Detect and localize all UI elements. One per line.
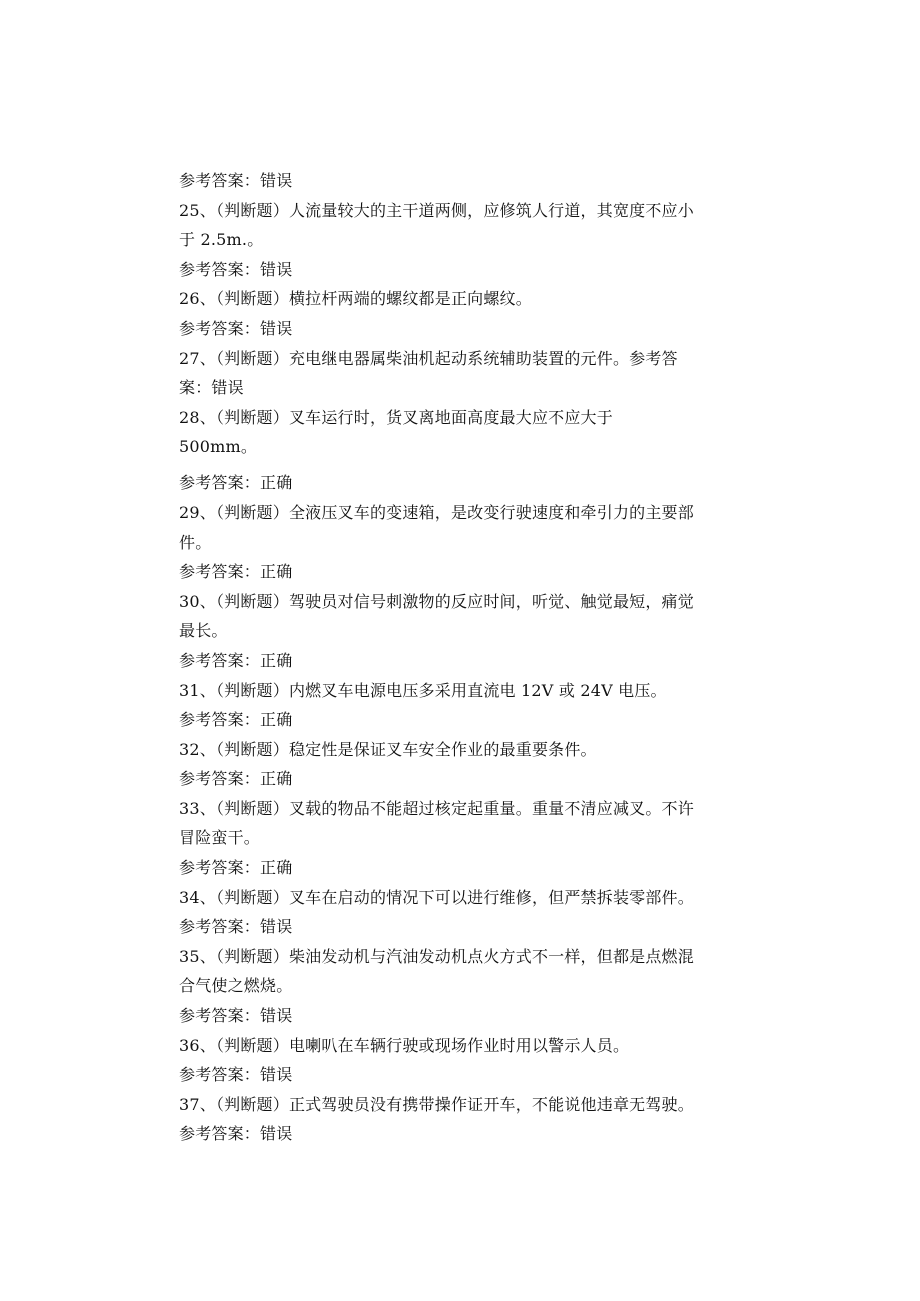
answer-29: 参考答案：正确 [179,562,293,582]
question-36: 36、（判断题）电喇叭在车辆行驶或现场作业时用以警示人员。 [179,1035,630,1055]
document-body [179,166,727,1149]
answer-37: 参考答案：错误 [179,1124,293,1144]
question-37: 37、（判断题）正式驾驶员没有携带操作证开车，不能说他违章无驾驶。 [179,1094,694,1114]
answer-33: 参考答案：正确 [179,858,293,878]
question-35-line-2: 合气使之燃烧。 [179,976,293,996]
answer-line: 参考答案：错误 [179,171,293,190]
question-30-line-1: 30、（判断题）驾驶员对信号刺激物的反应时间，听觉、触觉最短，痛觉 [179,591,694,611]
question-29-line-1: 29、（判断题）全液压叉车的变速箱，是改变行驶速度和牵引力的主要部 [179,502,694,522]
question-25-line-2: 于 2.5m.。 [179,230,264,250]
question-25-line-1: 25、（判断题）人流量较大的主干道两侧，应修筑人行道，其宽度不应小 [179,200,694,220]
question-34: 34、（判断题）叉车在启动的情况下可以进行维修，但严禁拆装零部件。 [179,887,694,907]
question-27-line-1: 27、（判断题）充电继电器属柴油机起动系统辅助装置的元件。参考答 [179,348,678,368]
question-26: 26、（判断题）横拉杆两端的螺纹都是正向螺纹。 [179,289,532,309]
question-35-line-1: 35、（判断题）柴油发动机与汽油发动机点火方式不一样，但都是点燃混 [179,946,694,966]
question-31: 31、（判断题）内燃叉车电源电压多采用直流电 12V 或 24V 电压。 [179,680,667,700]
answer-35: 参考答案：错误 [179,1006,293,1026]
question-28-line-1: 28、（判断题）叉车运行时，货叉离地面高度最大应不应大于 [179,407,613,427]
answer-34: 参考答案：错误 [179,917,293,937]
question-28-line-2: 500mm。 [179,437,258,457]
answer-25: 参考答案：错误 [179,259,293,279]
answer-36: 参考答案：错误 [179,1065,293,1085]
question-33-line-1: 33、（判断题）叉载的物品不能超过核定起重量。重量不清应减叉。不许 [179,798,694,818]
answer-31: 参考答案：正确 [179,710,293,730]
question-27-line-2: 案：错误 [179,378,244,398]
question-29-line-2: 件。 [179,532,212,552]
question-32: 32、（判断题）稳定性是保证叉车安全作业的最重要条件。 [179,739,597,759]
answer-30: 参考答案：正确 [179,650,293,670]
answer-26: 参考答案：错误 [179,318,293,338]
answer-28: 参考答案：正确 [179,473,293,493]
question-33-line-2: 冒险蛮干。 [179,828,261,848]
question-30-line-2: 最长。 [179,621,228,641]
answer-32: 参考答案：正确 [179,769,293,789]
